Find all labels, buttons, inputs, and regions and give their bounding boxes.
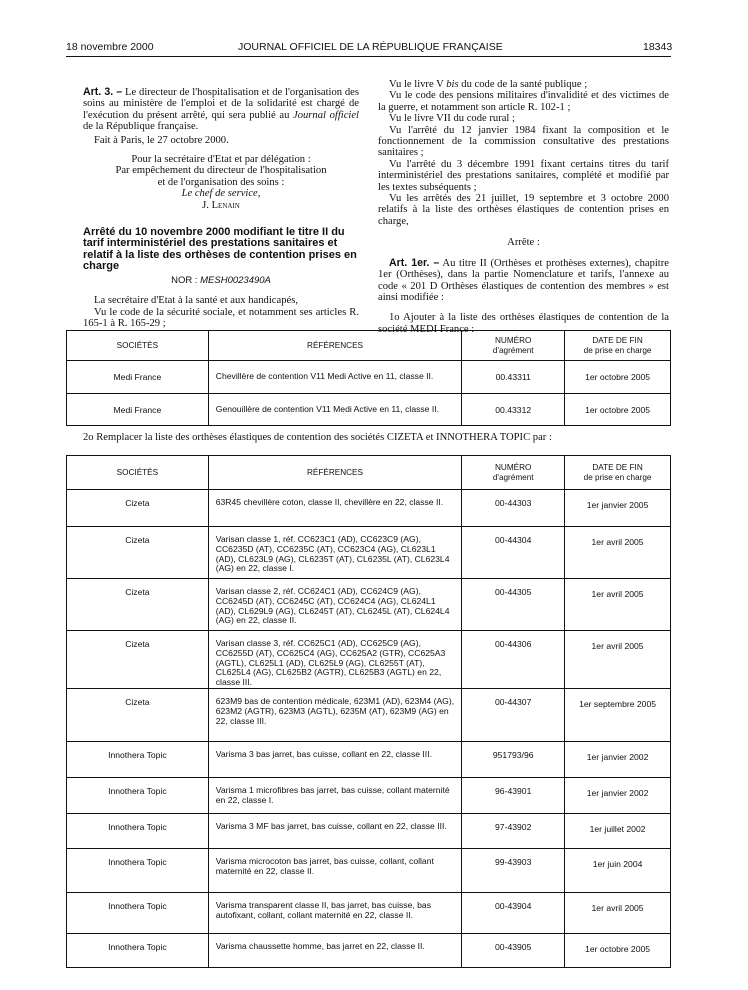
cell-date: 1er septembre 2005 (565, 688, 671, 741)
vu-arrete-1984: Vu l'arrêté du 12 janvier 1984 fixant la composition et le fonctionnement de la commission consultative des prestations sanitaires ; (378, 124, 669, 159)
vu-arrete-1991: Vu l'arrêté du 3 décembre 1991 fixant certains titres du tarif interministériel des prestations sanitaires, complété et modifié par les textes subséquents ; (378, 158, 669, 193)
header-date-line1: DATE DE FIN (592, 336, 643, 346)
cell-date: 1er octobre 2005 (565, 394, 671, 426)
cell-societe: Cizeta (67, 631, 209, 689)
header-references: RÉFÉRENCES (208, 456, 462, 490)
nor-label: NOR : (171, 274, 198, 286)
cell-societe: Cizeta (67, 579, 209, 631)
cell-societe: Innothera Topic (67, 813, 209, 848)
cell-numero: 00-44304 (462, 527, 565, 579)
header-references: RÉFÉRENCES (208, 331, 462, 361)
vu-arretes-2000: Vu les arrêtés des 21 juillet, 19 septembre et 3 octobre 2000 relatifs à la liste des orthèses élastiques de contention prises en charge, (378, 193, 669, 227)
header-numero (462, 331, 565, 361)
cell-reference: 623M9 bas de contention médicale, 623M1 (AD), 623M4 (AG), 623M2 (AGTR), 623M3 (AGTL), 6235M (AT), 623M9 (AG) en 22, classe III. (208, 688, 462, 741)
cell-numero: 00.43311 (462, 361, 565, 394)
header-numero-line1: NUMÉRO (495, 336, 532, 346)
cell-reference: Varisma chaussette homme, bas jarret en 22, classe II. (208, 933, 462, 967)
cell-reference: Varisma 3 MF bas jarret, bas cuisse, collant en 22, classe III. (208, 813, 462, 848)
cell-reference: Varisma transparent classe II, bas jarret, bas cuisse, bas autofixant, collant, collant maternité en 22, classe II. (208, 892, 462, 933)
vu-livre-vii: Vu le livre VII du code rural ; (389, 113, 515, 125)
table-row (67, 527, 671, 579)
header-numero (462, 456, 565, 490)
cell-societe: Medi France (67, 394, 209, 426)
nor-value: MESH0023490A (200, 274, 271, 286)
item-2-text: 2o Remplacer la liste des orthèses élastiques de contention des sociétés CIZETA et INNOTHERA TOPIC par : (83, 432, 552, 443)
table-row (67, 579, 671, 631)
vu-code-pensions: Vu le code des pensions militaires d'invalidité et des victimes de la guerre, et notamment son article R. 102-1 ; (378, 90, 669, 113)
header-rule (66, 56, 671, 57)
cell-date: 1er janvier 2002 (565, 741, 671, 777)
cell-numero: 00-44305 (462, 579, 565, 631)
header-date-line2: de prise en charge (583, 472, 652, 482)
header-date-line1: DATE DE FIN (592, 463, 643, 473)
cell-reference: Chevillère de contention V11 Medi Active en 11, classe II. (208, 361, 462, 394)
vu-livre-v-c: du code de la santé publique ; (461, 79, 588, 90)
table-row (67, 631, 671, 689)
header-date: 18 novembre 2000 (66, 41, 154, 53)
table-row (67, 490, 671, 527)
header-numero-line2: d'agrément (492, 472, 534, 482)
item-1: 1o Ajouter à la liste des orthèses élastiques de contention de la société MEDI France : (378, 312, 669, 335)
vu-livre-v-a: Vu le livre V (389, 79, 444, 90)
article-3-label: Art. 3. – (83, 86, 123, 98)
cell-societe: Medi France (67, 361, 209, 394)
cell-date: 1er avril 2005 (565, 631, 671, 689)
header-date-line2: de prise en charge (583, 345, 652, 355)
cell-reference: Genouillère de contention V11 Medi Active en 11, classe II. (208, 394, 462, 426)
table-row (67, 741, 671, 777)
article-3 (83, 87, 359, 133)
article-3-text: Le directeur de l'hospitalisation et de l'organisation des soins au ministère de l'emploi et de la solidarité est chargé de l'exécution du présent arrêté, qui sera publié au (83, 87, 360, 121)
decree-title: Arrêté du 10 novembre 2000 modifiant le titre II du tarif interministériel des prestations sanitaires et relatif à la liste des orthèses de contention prises en charge (83, 226, 357, 273)
cell-numero: 00.43312 (462, 394, 565, 426)
cell-numero: 00-43904 (462, 892, 565, 933)
cell-reference: Varisma 3 bas jarret, bas cuisse, collant en 22, classe III. (208, 741, 462, 777)
cell-date: 1er avril 2005 (565, 892, 671, 933)
table-row (67, 777, 671, 813)
cell-societe: Innothera Topic (67, 933, 209, 967)
cell-date: 1er avril 2005 (565, 527, 671, 579)
table-row (67, 848, 671, 892)
cell-societe: Innothera Topic (67, 777, 209, 813)
article-1 (378, 258, 669, 304)
cell-numero: 99-43903 (462, 848, 565, 892)
signature-role: Le chef de service, (181, 188, 261, 200)
table-cizeta-innothera (66, 455, 671, 968)
header-journal: JOURNAL OFFICIEL DE LA RÉPUBLIQUE FRANÇAISE (238, 41, 503, 53)
header-numero-line2: d'agrément (492, 345, 534, 355)
header-societes: SOCIÉTÉS (67, 331, 209, 361)
nor-line (83, 275, 359, 286)
vu-livre-v (378, 79, 669, 90)
header-date (565, 456, 671, 490)
table-row (67, 892, 671, 933)
cell-numero: 00-44307 (462, 688, 565, 741)
table-row (67, 933, 671, 967)
article-1-label: Art. 1er. – (389, 256, 440, 269)
signature-line-2: Par empêchement du directeur de l'hospitalisation (115, 165, 327, 177)
table-header-row (67, 456, 671, 490)
cell-societe: Cizeta (67, 688, 209, 741)
cell-numero: 97-43902 (462, 813, 565, 848)
cell-societe: Innothera Topic (67, 848, 209, 892)
right-column (378, 79, 669, 335)
cell-reference: Varisma 1 microfibres bas jarret, bas cuisse, collant maternité en 22, classe I. (208, 777, 462, 813)
vu-code-securite-sociale: Vu le code de la sécurité sociale, et notamment ses articles R. 165-1 à R. 165-29 ; (83, 306, 359, 329)
cell-reference: Varisma microcoton bas jarret, bas cuisse, collant, collant maternité en 22, classe II. (208, 848, 462, 892)
cell-reference: Varisan classe 3, réf. CC625C1 (AD), CC625C9 (AG), CC6255D (AT), CC625C4 (AG), CC625A2 (GTR), CC625A3 (AGTL), CL625L1 (AD), CL625L9 (AG), CL6255T (AT), CL625L4 (AG), CL625B2 (AGTR), CL625B3 (AGTL) en 22, classe III. (208, 631, 462, 689)
signature-name: J. Lenain (202, 199, 240, 211)
table-medi-france (66, 330, 671, 426)
cell-societe: Innothera Topic (67, 741, 209, 777)
cell-numero: 00-43905 (462, 933, 565, 967)
table-header-row (67, 331, 671, 361)
table-row (67, 394, 671, 426)
signature-line-1: Pour la secrétaire d'Etat et par délégation : (131, 154, 311, 166)
vu-livre-v-bis: bis (446, 79, 459, 90)
cell-reference: 63R45 chevillère coton, classe II, chevillère en 22, classe II. (208, 490, 462, 527)
cell-societe: Cizeta (67, 527, 209, 579)
arrete-heading: Arrête : (507, 237, 540, 249)
table-row (67, 688, 671, 741)
signature-line-3: et de l'organisation des soins : (157, 176, 285, 188)
cell-societe: Cizeta (67, 490, 209, 527)
cell-numero: 00-44303 (462, 490, 565, 527)
cell-date: 1er avril 2005 (565, 579, 671, 631)
cell-societe: Innothera Topic (67, 892, 209, 933)
signature-line-4 (83, 188, 359, 199)
header-date (565, 331, 671, 361)
cell-date: 1er janvier 2005 (565, 490, 671, 527)
header-page-number: 18343 (643, 41, 673, 53)
secretary-line: La secrétaire d'Etat à la santé et aux handicapés, (94, 295, 298, 307)
cell-reference: Varisan classe 1, réf. CC623C1 (AD), CC623C9 (AG), CC6235D (AT), CC6235C (AT), CC623C4 (AG), CL623L1 (AD), CL623L9 (AG), CL6235T (AT), CL6235L (AT), CL623L4 (AG) en 22, classe I. (208, 527, 462, 579)
cell-numero: 96-43901 (462, 777, 565, 813)
article-1-text: Au titre II (Orthèses et prothèses externes), chapitre 1er (Orthèses), dans la partie Nomenclature et tarifs, l'annexe au code « 201 D Orthèses élastiques de contention des membres » est ainsi modifiée : (378, 257, 669, 303)
cell-date: 1er janvier 2002 (565, 777, 671, 813)
cell-reference: Varisan classe 2, réf. CC624C1 (AD), CC624C9 (AG), CC6245D (AT), CC6245C (AT), CC624C4 (AG), CL624L1 (AD), CL629L9 (AG), CL6245T (AT), CL6245L (AT), CL624L4 (AG) en 22, classe II. (208, 579, 462, 631)
cell-numero: 00-44306 (462, 631, 565, 689)
cell-date: 1er juin 2004 (565, 848, 671, 892)
header-societes: SOCIÉTÉS (67, 456, 209, 490)
cell-date: 1er juillet 2002 (565, 813, 671, 848)
table-row (67, 361, 671, 394)
article-3-end: de la République française. (83, 121, 199, 133)
left-column (83, 87, 359, 329)
table-row (67, 813, 671, 848)
cell-numero: 951793/96 (462, 741, 565, 777)
cell-date: 1er octobre 2005 (565, 933, 671, 967)
journal-officiel-italic: Journal officiel (293, 109, 359, 121)
header-numero-line1: NUMÉRO (495, 463, 532, 473)
cell-date: 1er octobre 2005 (565, 361, 671, 394)
signature-block (83, 154, 359, 211)
fait-a-paris: Fait à Paris, le 27 octobre 2000. (94, 134, 229, 146)
